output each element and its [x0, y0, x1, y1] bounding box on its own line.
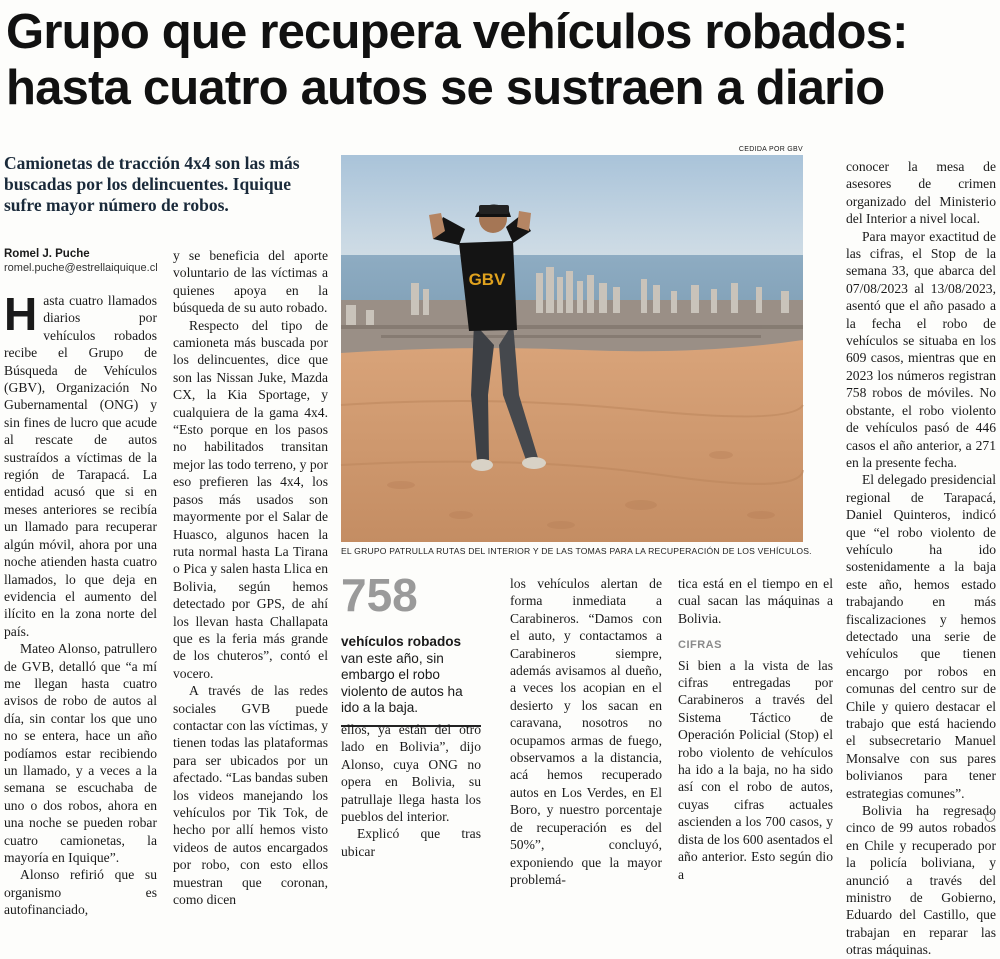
article-column-5 [678, 575, 833, 882]
article-photo [341, 155, 803, 542]
article-column-3 [341, 721, 481, 859]
article-column-1 [4, 288, 157, 918]
headline-line-1: Grupo que recupera vehículos robados: [6, 5, 908, 59]
photo-caption: EL GRUPO PATRULLA RUTAS DEL INTERIOR Y DE LAS TOMAS PARA LA RECUPERACIÓN DE LOS VEHÍCULOS. [341, 546, 812, 556]
paragraph: los vehículos alertan de forma inmediata a Carabineros. “Damos con el auto, y contactamos a Carabineros siempre, además avisamos al dueño, a veces los acopian en el desierto y los sacan en caravana, nosotros no ocupamos armas de fuego, observamos a la distancia, acá hemos recuperado autos en Los Verdes, en El Boro, y nuestro porcentaje de recuperación es del 50%”, concluyó, exponiendo que la mayor problemá- [510, 576, 662, 887]
page-corner-mark [985, 812, 995, 822]
highlight-number: 758 [341, 569, 418, 621]
paragraph: Explicó que tras ubicar [341, 826, 481, 859]
section-heading: CIFRAS [678, 639, 722, 652]
deck: Camionetas de tracción 4x4 son las más buscadas por los delincuentes. Iquique sufre mayor número de robos. [4, 153, 300, 215]
paragraph: conocer la mesa de asesores de crimen organizado del Ministerio del Interior a nivel local. [846, 159, 996, 227]
paragraph: El delegado presidencial regional de Tarapacá, Daniel Quinteros, indicó que “el robo violento de vehículo ha ido sostenidamente a la baja este año, hemos estado trabajando en más fiscalizaciones y hemos detectado una serie de vehículos que tienen encargo por robos en comunas del centro sur de Chile y quiero destacar el trabajo que está haciendo el subsecretario Manuel Monsalve con sus pares bolivianos para tener estrategias comunes”. [846, 472, 996, 801]
headline [6, 4, 996, 116]
article-column-2 [173, 247, 328, 908]
shirt-logo-text: GBV [468, 270, 506, 289]
paragraph: tica está en el tiempo en el cual sacan las máquinas a Bolivia. [678, 576, 833, 626]
drop-cap: H [4, 288, 38, 340]
paragraph: Hasta cuatro llamados diarios por vehículos robados recibe el Grupo de Búsqueda de Vehículos (GBV), Organización No Gubernamental (ONG) y sin fines de lucro que acude al rescate de autos sustraídos a víctimas de la región de Tarapacá. La entidad acusó que si en meses anteriores se recibía un llamado para recuperar algún móvil, ahora por una noche atienden hasta cuatro llamados, lo que deja en evidencia el aumento del ilícito en la zona norte del país. [4, 288, 157, 639]
paragraph: Si bien a la vista de las cifras entregadas por Carabineros a través del Sistema Táctico de Operación Policial (Stop) el robo violento de vehículos ha ido a la baja, no ha sido así con el robo de autos, cuyas cifras actuales ascienden a los 700 casos, y dista de los 600 asentados el año anterior. Esto según dio a [678, 657, 833, 882]
paragraph: Para mayor exactitud de las cifras, el Stop de la semana 33, que abarca del 07/08/2023 al 13/08/2023, asentó que el año pasado a la fecha el robo de vehículos se situaba en los 609 casos, mientras que en 2023 los números registran 758 robos de móviles. No obstante, el robo violento de vehículos pasó de 446 casos el año anterior, a 271 en la presente fecha. [846, 228, 996, 470]
author-name: Romel J. Puche [4, 248, 90, 260]
headline-line-2: hasta cuatro autos se sustraen a diario [6, 61, 885, 115]
paragraph: Mateo Alonso, patrullero de GVB, detalló que “a mí me llegan hasta cuatro avisos de robo de autos al día, sin contar los que uno no se entera, hace un año podíamos estar recibiendo un llamado, y a veces a la semana se escuchaba de uno o dos robos, ahora en una noche se pueden robar cuatro camionetas, la mayoría en Iquique”. [4, 641, 157, 865]
article-column-6 [846, 158, 996, 958]
paragraph: y se beneficia del aporte voluntario de las víctimas a quienes apoya en la búsqueda de su auto robado. [173, 248, 328, 316]
paragraph: Bolivia ha regresado cinco de 99 autos robados en Chile y recuperado por la policía boliviana, y anunció a través del ministro de Gobierno, Eduardo del Castillo, que trabajan en reparar las otras máquinas. [846, 803, 996, 958]
paragraph: Alonso refirió que su organismo es autofinanciado, [4, 867, 157, 918]
article-column-4 [510, 575, 662, 887]
highlight-bold: vehículos robados [341, 634, 462, 649]
paragraph: A través de las redes sociales GVB puede contactar con las víctimas, y tienen todas las plataformas para ser ubicados por un afectado. “Las bandas suben los videos manejando los vehículos por Tik Tok, de hecho por allí hemos visto videos de autos encargados por robo, con esto ellos muestran que coronan, como dicen [173, 683, 328, 908]
highlight-text: van este año, sin embargo el robo violento de autos ha ido a la baja. [341, 650, 463, 715]
paragraph: Respecto del tipo de camioneta más buscada por los delincuentes, dice que son las Nissan Juke, Mazda CX, la Kia Sportage, y cualquiera de la gama 4x4. “Esto porque en los pasos no habilitados transitan mejor las todo terreno, y por eso prefieren las 4x4, los pasos más usados son mayormente por el Salar de Huasco, algunos hacen la ruta normal hasta La Tirana o Pica y salen hasta Llica en Bolivia, según hemos detectado por GPS, de ahí los llevan hasta Challapata que es la feria más grande de los chuteros”, contó el vocero. [173, 317, 328, 681]
author-email: romel.puche@estrellaiquique.cl [4, 262, 158, 274]
byline [4, 247, 174, 275]
highlight-callout [341, 634, 481, 727]
photo-credit: CEDIDA POR GBV [738, 146, 803, 153]
paragraph: ellos, ya están del otro lado en Bolivia”, dijo Alonso, cuya ONG no opera en Bolivia, su patrullaje llega hasta los pueblos del interior. [341, 722, 481, 825]
